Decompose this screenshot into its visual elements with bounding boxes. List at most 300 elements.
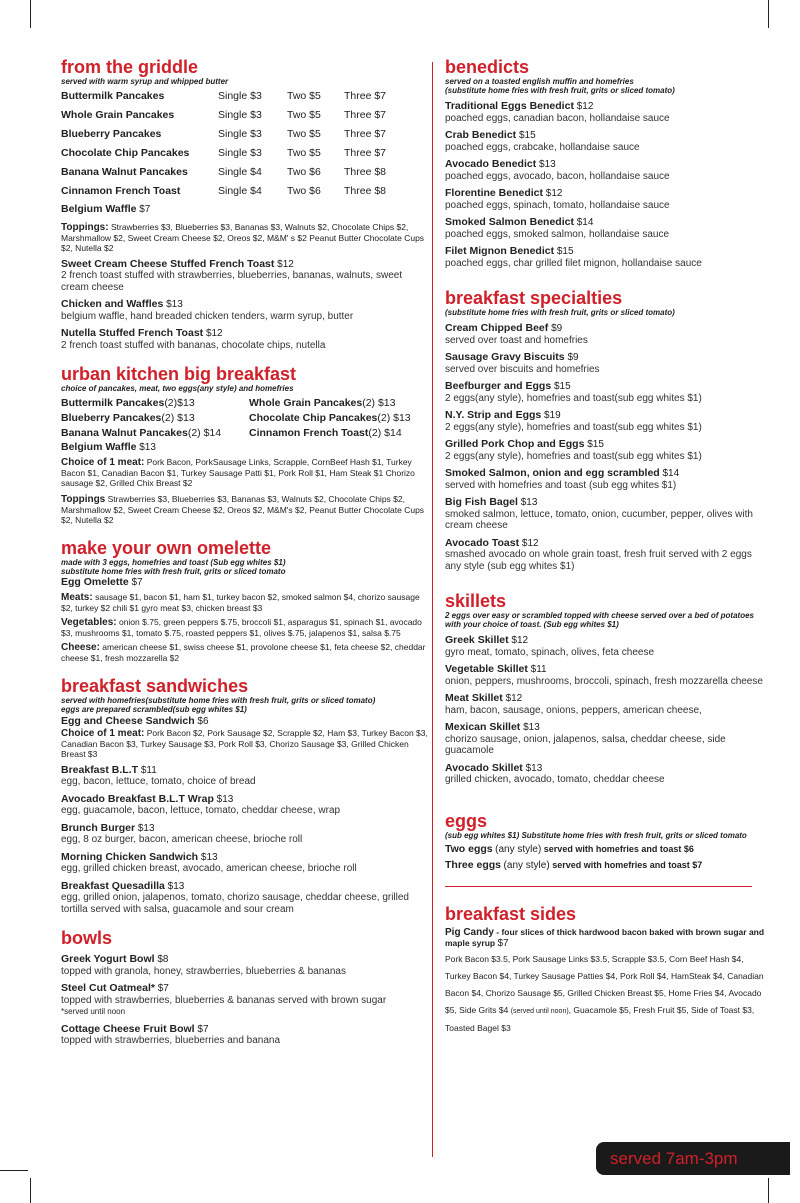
item-desc: poached eggs, canadian bacon, hollandaise sauce <box>445 112 670 124</box>
bowl-items <box>61 954 431 1047</box>
section-subtitle: served with warm syrup and whipped butter <box>61 77 229 86</box>
item-price: $12 <box>521 537 539 549</box>
meat-label: Choice of 1 meat: <box>61 727 145 739</box>
table-cell: Three $8 <box>344 184 387 197</box>
meat-text: Pork Bacon $2, Pork Sausage $2, Scrapple $2, Ham $3, Turkey Bacon $3, Canadian Bacon $3, Turkey Sausage $3, Pork Roll $3, Chorizo Sausage $3, Grilled Chicken Breast $3 <box>61 727 428 759</box>
menu-item <box>445 130 765 153</box>
table-cell: Three $7 <box>344 146 387 159</box>
vegetables-label: Vegetables: <box>61 617 117 628</box>
item-price: $8 <box>157 954 169 965</box>
meats-label: Meats: <box>61 592 93 603</box>
item-heading <box>61 823 431 835</box>
item-name: Big Fish Bagel <box>445 496 518 508</box>
item-name: Beefburger and Eggs <box>445 380 552 392</box>
item-heading <box>61 983 431 995</box>
item-heading <box>445 722 765 734</box>
section-title: make your own omelette <box>61 537 272 558</box>
item-price: $9 <box>567 352 579 363</box>
table-row <box>61 162 386 181</box>
menu-item <box>445 381 765 404</box>
table-cell: Single $3 <box>218 89 262 102</box>
toppings-label: Toppings: <box>61 221 109 233</box>
item-desc: belgium waffle, hand breaded chicken tenders, warm syrup, butter <box>61 310 354 322</box>
item-name: Egg and Cheese Sandwich <box>61 715 195 727</box>
item-desc: topped with strawberries, blueberries & bananas served with brown sugar <box>61 994 387 1006</box>
menu-item <box>445 693 765 716</box>
section-title: breakfast sides <box>445 903 577 924</box>
pig-candy <box>445 927 765 949</box>
table-cell: Two $5 <box>287 89 321 102</box>
table-cell: Whole Grain Pancakes <box>61 108 175 121</box>
eggs-section <box>445 812 765 872</box>
toppings-text: Strawberries $3, Blueberries $3, Bananas $3, Walnuts $2, Chocolate Chips $2, Marshmallow $2, Sweet Cream Cheese $2, Oreos $2, M&M's $2, Peanut Butter Chocolate Cups $2, Nutella $2 <box>61 493 425 525</box>
grid-item <box>61 397 249 409</box>
table-row <box>61 105 386 124</box>
item-name: Smoked Salmon Benedict <box>445 216 574 228</box>
item-name: Steel Cut Oatmeal* <box>61 982 155 994</box>
sides-list-text: Pork Bacon $3.5, Pork Sausage Links $3.5, Scrapple $3.5, Corn Beef Hash $4, Turkey Bacon $4, Turkey Sausage Patties $4, Pork Roll $4, HamSteak $4, Canadian Bacon $4, Chorizo Sausage $5, Grilled Chicken Breast $5, Home Fries $4, Avocado $5, Side Grits $4 <box>445 953 764 1015</box>
table-cell: Three $7 <box>344 89 387 102</box>
item-price: $12 <box>277 258 294 270</box>
item-price: $13 <box>520 497 538 508</box>
item-name: Two eggs <box>445 842 493 855</box>
item-desc: served over biscuits and homefries <box>445 363 600 375</box>
item-price: $14 <box>662 468 680 479</box>
menu-item <box>445 538 765 573</box>
item-name: Blueberry Pancakes <box>61 412 162 424</box>
item-name: Greek Yogurt Bowl <box>61 953 155 965</box>
item-heading <box>445 538 765 550</box>
item-price: $15 <box>518 130 536 141</box>
menu-item <box>61 716 431 728</box>
item-heading <box>445 439 765 451</box>
left-column <box>61 58 431 1061</box>
table-cell: Single $3 <box>218 108 262 121</box>
item-name: Buttermilk Pancakes <box>61 397 165 409</box>
meat-text: Pork Bacon, PorkSausage Links, Scrapple, CornBeef Hash $1, Turkey Bacon $1, Canadian Bacon $1, Turkey Sausage Patti $1, Pork Roll $1, Ham Steak $1 Chorizo sausage $2, Grilled Chix Breast $2 <box>61 456 415 488</box>
menu-item <box>61 577 431 589</box>
section-title: urban kitchen big breakfast <box>61 364 297 384</box>
menu-item <box>61 794 431 817</box>
item-price: $11 <box>530 664 547 675</box>
item-heading <box>445 468 765 480</box>
menu-item <box>61 328 431 351</box>
item-price: $7 <box>139 204 151 215</box>
item-price: (2)$13 <box>164 397 195 409</box>
item-price: $12 <box>576 101 594 112</box>
item-desc: smoked salmon, lettuce, tomato, onion, cucumber, pepper, olives with cream cheese <box>445 508 753 531</box>
item-price: $7 <box>197 1023 209 1035</box>
table-row <box>61 181 386 200</box>
item-desc: 2 eggs(any style), homefries and toast(sub egg whites $1) <box>445 392 702 404</box>
item-price: $13 <box>200 851 218 863</box>
sides-note: (served until noon) <box>510 1007 569 1015</box>
menu-item <box>445 323 765 346</box>
crop-mark <box>30 1178 31 1203</box>
skillet-items <box>445 635 765 786</box>
griddle-section <box>61 58 431 351</box>
grid-item <box>249 397 429 409</box>
meats <box>61 592 431 613</box>
section-subtitle: substitute home fries with fresh fruit, grits or sliced tomato <box>61 566 286 576</box>
table-row <box>61 143 386 162</box>
item-name: Brunch Burger <box>61 821 136 834</box>
sandwiches-section <box>61 677 431 915</box>
menu-item <box>61 823 431 846</box>
item-desc: egg, grilled chicken breast, avocado, american cheese, brioche roll <box>61 863 357 874</box>
item-price: $6 <box>197 716 209 727</box>
table-cell: Two $5 <box>287 127 321 140</box>
item-desc: 2 eggs(any style), homefries and toast(sub egg whites $1) <box>445 450 702 462</box>
item-desc: onion, peppers, mushrooms, broccoli, spinach, fresh mozzarella cheese <box>445 675 763 687</box>
item-price: $13 <box>137 822 155 834</box>
section-title: bowls <box>61 928 113 948</box>
item-desc: - four slices of thick hardwood bacon baked with brown sugar and maple syrup <box>445 926 765 948</box>
item-name: Smoked Salmon, onion and egg scrambled <box>445 467 660 479</box>
section-title: from the griddle <box>61 57 199 77</box>
item-heading <box>445 323 765 335</box>
item-style: (any style) <box>495 843 542 855</box>
item-name: Banana Walnut Pancakes <box>61 427 188 439</box>
table-cell: Two $6 <box>287 184 321 197</box>
item-name: Meat Skillet <box>445 692 503 704</box>
section-title: benedicts <box>445 57 530 77</box>
cheese <box>61 642 431 663</box>
grid-item <box>249 412 429 424</box>
item-price: $13 <box>167 880 185 892</box>
table-cell: Single $3 <box>218 127 262 140</box>
right-column <box>445 58 765 1051</box>
item-desc: poached eggs, crabcake, hollandaise sauce <box>445 141 640 153</box>
item-heading <box>61 259 431 271</box>
item-name: Mexican Skillet <box>445 721 521 733</box>
crop-mark <box>0 1170 28 1171</box>
item-desc: smashed avocado on whole grain toast, fresh fruit served with 2 eggs any style (sub egg whites $1) <box>445 549 752 572</box>
item-name: Breakfast Quesadilla <box>61 879 165 892</box>
item-price: $15 <box>556 246 574 257</box>
item-heading <box>61 794 431 806</box>
item-name: Avocado Benedict <box>445 158 537 170</box>
item-name: Sausage Gravy Biscuits <box>445 351 565 363</box>
item-heading <box>445 246 765 258</box>
egg-items <box>445 843 765 872</box>
egg-item <box>445 859 765 872</box>
item-desc: poached eggs, avocado, bacon, hollandaise sauce <box>445 170 670 182</box>
section-subtitle: 2 eggs over easy or scrambled topped with cheese served over a bed of potatoes <box>445 611 754 620</box>
menu-item <box>445 352 765 375</box>
specialties-section <box>445 289 765 572</box>
item-heading <box>445 188 765 200</box>
item-name: Belgium Waffle <box>61 203 137 215</box>
item-name: Traditional Eggs Benedict <box>445 100 574 112</box>
item-name: Avocado Skillet <box>445 761 523 774</box>
item-price: $11 <box>140 764 157 776</box>
menu-item <box>445 722 765 757</box>
table-cell: Cinnamon French Toast <box>61 184 181 197</box>
item-heading <box>61 328 431 340</box>
item-desc: 2 eggs(any style), homefries and toast(sub egg whites $1) <box>445 421 702 433</box>
crop-mark <box>768 0 769 28</box>
item-price: (2) $13 <box>377 412 411 424</box>
section-title: eggs <box>445 810 488 831</box>
item-desc: served with homefries and toast (sub egg whites $1) <box>445 479 677 491</box>
section-subtitle: served on a toasted english muffin and homefries <box>445 77 634 86</box>
menu-item <box>445 439 765 462</box>
table-cell: Single $4 <box>218 165 262 178</box>
item-name: Avocado Toast <box>445 536 520 549</box>
menu-item <box>445 635 765 658</box>
toppings-label: Toppings <box>61 493 106 505</box>
menu-item <box>61 765 431 788</box>
skillets-section <box>445 592 765 786</box>
section-subtitle: (substitute home fries with fresh fruit, grits or sliced tomato) <box>445 308 675 317</box>
item-heading <box>445 159 765 171</box>
item-heading <box>445 101 765 113</box>
item-desc: grilled chicken, avocado, tomato, cheddar cheese <box>445 774 665 785</box>
griddle-items <box>61 259 431 352</box>
item-price: $13 <box>216 793 234 805</box>
egg-item <box>445 843 765 856</box>
menu-item <box>61 983 431 1018</box>
item-heading <box>61 852 431 864</box>
menu-item <box>445 410 765 433</box>
item-price: (2) $13 <box>362 397 396 409</box>
section-title: breakfast specialties <box>445 288 623 308</box>
item-price: $7 <box>131 576 143 588</box>
cheese-label: Cheese: <box>61 642 100 653</box>
big-breakfast-section <box>61 365 431 525</box>
grid-item <box>249 427 429 439</box>
served-hours-badge: served 7am-3pm <box>596 1142 790 1175</box>
sides-list-text: , Guacamole $5, Fresh Fruit $5, Side of Toast $3, Toasted Bagel $3 <box>445 1004 755 1033</box>
column-divider <box>432 62 433 1157</box>
table-cell: Three $7 <box>344 127 387 140</box>
section-title: breakfast sandwiches <box>61 676 249 696</box>
table-cell: Single $3 <box>218 146 262 159</box>
item-price: $13 <box>523 722 540 733</box>
table-cell: Two $5 <box>287 108 321 121</box>
menu-item <box>61 204 431 216</box>
item-heading <box>445 664 765 676</box>
item-price: $7 <box>157 983 169 994</box>
item-price: $12 <box>511 635 529 646</box>
menu-item <box>445 664 765 687</box>
section-subtitle: made with 3 eggs, homefries and toast (Sub egg whites $1) <box>61 557 286 567</box>
item-desc: egg, bacon, lettuce, tomato, choice of bread <box>61 776 256 787</box>
item-price: $7 <box>497 937 509 949</box>
grid-item <box>61 412 249 424</box>
item-desc: egg, grilled onion, jalapenos, tomato, chorizo sausage, cheddar cheese, grilled tortilla served with salsa, guacamole and sour cream <box>61 892 409 915</box>
item-name: Egg Omelette <box>61 575 129 588</box>
item-name: Morning Chicken Sandwich <box>61 850 199 863</box>
item-heading <box>61 299 431 311</box>
item-name: Grilled Pork Chop and Eggs <box>445 438 585 450</box>
item-name: Filet Mignon Benedict <box>445 245 555 257</box>
item-desc: served with homefries and toast $6 <box>543 843 694 854</box>
toppings-text: Strawberries $3, Blueberries $3, Bananas $3, Walnuts $2, Chocolate Chips $2, Marshmallow $2, Sweet Cream Cheese $2, Oreos $2, M&M' s $2 Peanut Butter Chocolate Cups $2, Nutella $2 <box>61 221 425 253</box>
table-cell: Two $6 <box>287 165 321 178</box>
table-cell: Banana Walnut Pancakes <box>61 165 188 178</box>
item-name: N.Y. Strip and Eggs <box>445 409 542 421</box>
sides-section <box>445 905 765 1037</box>
meat-choice <box>61 457 431 488</box>
pancake-price-table <box>61 86 386 200</box>
item-name: Pig Candy <box>445 926 494 938</box>
section-title: skillets <box>445 591 507 611</box>
omelette-section <box>61 539 431 664</box>
menu-item <box>445 159 765 182</box>
section-divider <box>445 886 752 887</box>
crop-mark <box>30 0 31 28</box>
item-desc: chorizo sausage, onion, jalapenos, salsa, cheddar cheese, side guacamole <box>445 733 726 756</box>
item-heading <box>445 130 765 142</box>
item-price: $12 <box>505 693 523 704</box>
section-subtitle: with your choice of toast. (Sub egg whites $1) <box>445 620 619 629</box>
item-name: Three eggs <box>445 858 502 871</box>
item-heading <box>61 765 431 777</box>
table-cell: Buttermilk Pancakes <box>61 89 165 102</box>
item-desc: ham, bacon, sausage, onions, peppers, american cheese, <box>445 704 702 716</box>
vegetables-text: onion $.75, green peppers $.75, broccoli $1, asparagus $1, spinach $1, avocado $3, mushrooms $1, tomato $.75, roasted peppers $1, olives $.75, jalapenos $1, salsa $.75 <box>61 617 422 638</box>
item-heading <box>445 217 765 229</box>
item-desc: poached eggs, spinach, tomato, hollandaise sauce <box>445 199 670 211</box>
toppings <box>61 494 431 525</box>
menu-item <box>445 217 765 240</box>
meats-text: sausage $1, bacon $1, ham $1, turkey bacon $2, smoked salmon $4, chorizo sausage $2, turkey $2 chili $1 gyro meat $3, chicken breast $3 <box>61 592 420 613</box>
item-price: $19 <box>544 410 561 421</box>
item-name: Belgium Waffle <box>61 441 137 453</box>
item-name: Greek Skillet <box>445 634 509 646</box>
item-name: Sweet Cream Cheese Stuffed French Toast <box>61 257 275 270</box>
item-price: $14 <box>576 217 594 228</box>
item-name: Crab Benedict <box>445 129 517 141</box>
item-price: $12 <box>545 188 563 199</box>
item-price: (2) $14 <box>187 427 222 439</box>
item-heading <box>61 954 431 966</box>
item-desc: gyro meat, tomato, spinach, olives, feta cheese <box>445 646 654 658</box>
item-name: Cottage Cheese Fruit Bowl <box>61 1022 195 1035</box>
item-name: Chocolate Chip Pancakes <box>249 412 378 424</box>
item-desc: served over toast and homefries <box>445 334 588 346</box>
item-desc: egg, 8 oz burger, bacon, american cheese, brioche roll <box>61 834 303 845</box>
item-heading <box>445 693 765 705</box>
item-heading <box>445 763 765 775</box>
specialty-items <box>445 323 765 572</box>
item-name: Avocado Breakfast B.L.T Wrap <box>61 792 214 805</box>
section-subtitle: eggs are prepared scrambled(sub egg whites $1) <box>61 705 247 714</box>
table-cell: Three $7 <box>344 108 387 121</box>
item-price: $13 <box>166 299 183 310</box>
item-name: Florentine Benedict <box>445 187 544 199</box>
badge-tab <box>773 1142 790 1175</box>
table-row <box>61 124 386 143</box>
section-subtitle: served with homefries(substitute home fries with fresh fruit, grits or sliced tomato) <box>61 696 376 705</box>
menu-item <box>445 468 765 491</box>
item-desc: served with homefries and toast $7 <box>552 859 703 870</box>
item-name: Chicken and Waffles <box>61 298 164 310</box>
item-desc: egg, guacamole, bacon, lettuce, tomato, cheddar cheese, wrap <box>61 805 341 816</box>
menu-item <box>61 259 431 294</box>
item-heading <box>445 381 765 393</box>
meat-choice <box>61 728 431 759</box>
item-note: *served until noon <box>61 1007 126 1016</box>
sides-list <box>445 951 765 1037</box>
item-heading <box>445 635 765 647</box>
item-price: $13 <box>539 159 556 170</box>
item-price: (2) $13 <box>161 412 195 424</box>
item-heading <box>445 410 765 422</box>
item-price: $15 <box>553 381 571 392</box>
table-cell: Two $5 <box>287 146 321 159</box>
item-heading <box>445 497 765 509</box>
cheese-text: american cheese $1, swiss cheese $1, provolone cheese $1, feta cheese $2, cheddar cheese $1, fresh mozzarella $2 <box>61 642 426 663</box>
section-subtitle: choice of pancakes, meat, two eggs(any style) and homefries <box>61 384 294 393</box>
item-desc: topped with strawberries, blueberries and banana <box>61 1035 281 1046</box>
sandwich-items <box>61 765 431 916</box>
item-name: Nutella Stuffed French Toast <box>61 327 204 339</box>
item-desc: 2 french toast stuffed with bananas, chocolate chips, nutella <box>61 339 326 351</box>
menu-item <box>61 954 431 977</box>
table-cell: Single $4 <box>218 184 262 197</box>
table-cell: Chocolate Chip Pancakes <box>61 146 190 159</box>
section-subtitle: (substitute home fries with fresh fruit, grits or sliced tomato) <box>445 86 675 95</box>
table-cell: Blueberry Pancakes <box>61 127 162 140</box>
menu-item <box>61 881 431 916</box>
benedicts-section <box>445 58 765 269</box>
benedict-items <box>445 101 765 269</box>
big-breakfast-grid <box>61 397 431 439</box>
menu-item <box>61 852 431 875</box>
menu-item <box>61 442 431 454</box>
bowls-section <box>61 929 431 1047</box>
menu-item <box>61 1024 431 1047</box>
grid-item <box>61 427 249 439</box>
item-price: $13 <box>139 442 156 453</box>
item-heading <box>445 352 765 364</box>
item-desc: 2 french toast stuffed with strawberries, blueberries, bananas, walnuts, sweet cream cheese <box>61 270 403 293</box>
item-name: Whole Grain Pancakes <box>249 397 363 409</box>
meat-label: Choice of 1 meat: <box>61 456 145 468</box>
menu-item <box>445 497 765 532</box>
item-price: (2) $14 <box>368 427 402 439</box>
vegetables <box>61 617 431 638</box>
table-cell: Three $8 <box>344 165 387 178</box>
item-name: Breakfast B.L.T <box>61 763 139 776</box>
item-price: $15 <box>587 439 604 450</box>
item-desc: topped with granola, honey, strawberries, blueberries & bananas <box>61 965 346 977</box>
table-row <box>61 86 386 105</box>
menu-item <box>445 763 765 786</box>
item-desc: poached eggs, smoked salmon, hollandaise sauce <box>445 228 670 240</box>
item-style: (any style) <box>503 859 550 871</box>
item-price: $9 <box>551 323 563 334</box>
item-heading <box>61 1024 431 1036</box>
crop-mark <box>768 1178 769 1203</box>
item-name: Cinnamon French Toast <box>249 427 369 439</box>
item-price: $12 <box>205 328 223 339</box>
item-desc: poached eggs, char grilled filet mignon, hollandaise sauce <box>445 257 702 269</box>
menu-item <box>445 246 765 269</box>
item-price: $13 <box>525 762 543 774</box>
menu-item <box>445 188 765 211</box>
item-name: Vegetable Skillet <box>445 663 528 675</box>
item-heading <box>61 881 431 893</box>
toppings <box>61 222 431 253</box>
item-name: Cream Chipped Beef <box>445 322 549 334</box>
menu-item <box>445 101 765 124</box>
menu-item <box>61 299 431 322</box>
section-subtitle: (sub egg whites $1) Substitute home fries with fresh fruit, grits or sliced tomato <box>445 830 747 840</box>
